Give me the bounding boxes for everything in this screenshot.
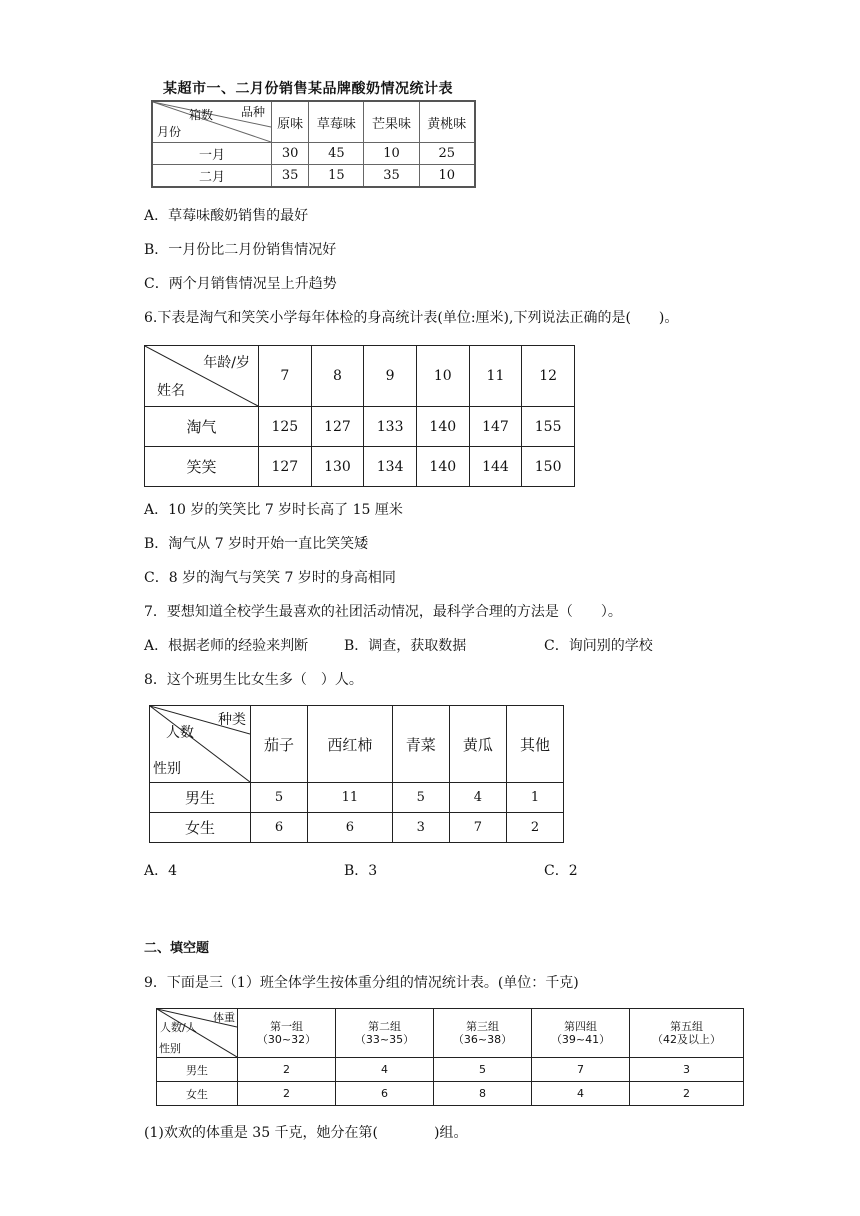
q9-cell: 4 [336,1058,434,1082]
q9-col-name: 第三组 [466,1020,500,1033]
q6-row-label: 笑笑 [145,447,259,487]
q9-row-label: 男生 [157,1058,238,1082]
q9-corner-cell [157,1009,238,1058]
q5-row-label: 二月 [152,165,272,188]
q6-col-header: 7 [259,346,312,407]
q6-cell: 127 [311,407,364,447]
q9-col-header [238,1009,336,1058]
q8-col-header: 西红柿 [308,706,393,783]
q6-cell: 134 [364,447,417,487]
q6-cell: 147 [469,407,522,447]
q6-corner-bottom: 姓名 [157,383,185,399]
q7-option-c: C．询问别的学校 [544,638,653,654]
table-row [150,783,564,813]
q8-stem: 8．这个班男生比女生多（ ）人。 [144,672,363,688]
q5-col-header: 草莓味 [309,101,364,143]
q9-stem: 9．下面是三（1）班全体学生按体重分组的情况统计表。(单位：千克) [144,975,579,991]
q9-col-name: 第二组 [368,1020,402,1033]
q5-cell: 25 [419,143,475,165]
q5-table [151,100,476,188]
q9-col-name: 第五组 [670,1020,704,1033]
q9-cell: 7 [532,1058,630,1082]
q9-cell: 6 [336,1082,434,1106]
q9-cell: 5 [434,1058,532,1082]
q7-option-b: B．调查，获取数据 [344,638,467,654]
q6-stem: 6.下表是淘气和笑笑小学每年体检的身高统计表(单位:厘米),下列说法正确的是( )。 [144,310,679,326]
q8-cell: 2 [506,813,563,843]
q8-col-header: 其他 [506,706,563,783]
q6-corner-top: 年龄/岁 [203,355,250,371]
q5-cell: 10 [419,165,475,188]
q9-cell: 2 [238,1058,336,1082]
q6-col-header: 12 [522,346,575,407]
table-row [157,1058,744,1082]
table-row [152,143,475,165]
q6-col-header: 9 [364,346,417,407]
q9-cell: 2 [238,1082,336,1106]
q6-row-label: 淘气 [145,407,259,447]
q9-col-range: （30~32） [256,1033,317,1046]
q9-cell: 2 [630,1082,744,1106]
q8-cell: 6 [308,813,393,843]
table-row [145,407,575,447]
q9-cell: 3 [630,1058,744,1082]
q9-row-label: 女生 [157,1082,238,1106]
q6-option-b: B．淘气从 7 岁时开始一直比笑笑矮 [144,536,369,552]
q6-cell: 125 [259,407,312,447]
q6-option-a: A．10 岁的笑笑比 7 岁时长高了 15 厘米 [144,502,403,518]
q8-corner-top: 种类 [218,712,246,728]
q8-table [149,705,564,843]
q6-cell: 140 [416,447,469,487]
q8-cell: 11 [308,783,393,813]
q5-cell: 10 [364,143,419,165]
q8-corner-cell [150,706,251,783]
q6-col-header: 11 [469,346,522,407]
q8-cell: 5 [392,783,449,813]
q6-cell: 133 [364,407,417,447]
q6-col-header: 10 [416,346,469,407]
q5-corner-bottom: 月份 [157,125,182,139]
q9-cell: 4 [532,1082,630,1106]
q9-cell: 8 [434,1082,532,1106]
q8-option-b: B．3 [344,863,378,879]
q8-option-c: C．2 [544,863,578,879]
q5-col-header: 原味 [272,101,309,143]
q6-corner-cell [145,346,259,407]
q6-cell: 130 [311,447,364,487]
q5-cell: 35 [272,165,309,188]
q5-cell: 15 [309,165,364,188]
q6-table [144,345,575,487]
q5-col-header: 黄桃味 [419,101,475,143]
q8-cell: 4 [449,783,506,813]
q8-col-header: 青菜 [392,706,449,783]
q8-cell: 1 [506,783,563,813]
q9-corner-bottom: 性别 [159,1042,181,1055]
q5-cell: 45 [309,143,364,165]
q8-row-label: 男生 [150,783,251,813]
table-row [150,813,564,843]
q9-corner-top: 体重 [213,1011,235,1024]
q5-option-a: A．草莓味酸奶销售的最好 [144,208,309,224]
q9-col-range: （33~35） [354,1033,415,1046]
q8-col-header: 茄子 [251,706,308,783]
q8-cell: 6 [251,813,308,843]
q8-row-label: 女生 [150,813,251,843]
q9-col-range: （39~41） [550,1033,611,1046]
q5-cell: 30 [272,143,309,165]
q9-col-header [532,1009,630,1058]
q5-table-title: 某超市一、二月份销售某品牌酸奶情况统计表 [163,81,453,97]
q8-cell: 3 [392,813,449,843]
q7-option-a: A．根据老师的经验来判断 [144,638,309,654]
q5-option-c: C．两个月销售情况呈上升趋势 [144,276,337,292]
q9-col-name: 第四组 [564,1020,598,1033]
table-row [145,447,575,487]
q5-corner-top: 品种 [240,105,265,119]
q9-col-range: （42及以上） [652,1033,722,1046]
q7-stem: 7．要想知道全校学生最喜欢的社团活动情况，最科学合理的方法是（ ）。 [144,604,622,620]
q6-col-header: 8 [311,346,364,407]
q8-col-header: 黄瓜 [449,706,506,783]
q5-cell: 35 [364,165,419,188]
table-row [152,165,475,188]
q6-cell: 127 [259,447,312,487]
q9-table [156,1008,744,1106]
q9-col-name: 第一组 [270,1020,303,1033]
section-heading: 二、填空题 [144,941,210,956]
q6-option-c: C．8 岁的淘气与笑笑 7 岁时的身高相同 [144,570,396,586]
q9-corner-mid: 人数/人 [160,1021,197,1034]
q8-corner-mid: 人数 [166,725,194,741]
q5-row-label: 一月 [152,143,272,165]
q6-cell: 144 [469,447,522,487]
q5-option-b: B．一月份比二月份销售情况好 [144,242,337,258]
q5-col-header: 芒果味 [364,101,419,143]
q8-option-a: A．4 [144,863,178,879]
q5-corner-cell [152,101,272,143]
q9-col-range: （36~38） [452,1033,513,1046]
q8-corner-bottom: 性别 [153,761,181,777]
q9-col-header [630,1009,744,1058]
q6-cell: 140 [416,407,469,447]
q8-cell: 5 [251,783,308,813]
q9-sub1: (1)欢欢的体重是 35 千克，她分在第( )组。 [144,1125,468,1141]
table-row [157,1082,744,1106]
q6-cell: 155 [522,407,575,447]
q9-col-header [434,1009,532,1058]
q5-corner-mid: 箱数 [189,108,214,122]
q9-col-header [336,1009,434,1058]
q6-cell: 150 [522,447,575,487]
q8-cell: 7 [449,813,506,843]
